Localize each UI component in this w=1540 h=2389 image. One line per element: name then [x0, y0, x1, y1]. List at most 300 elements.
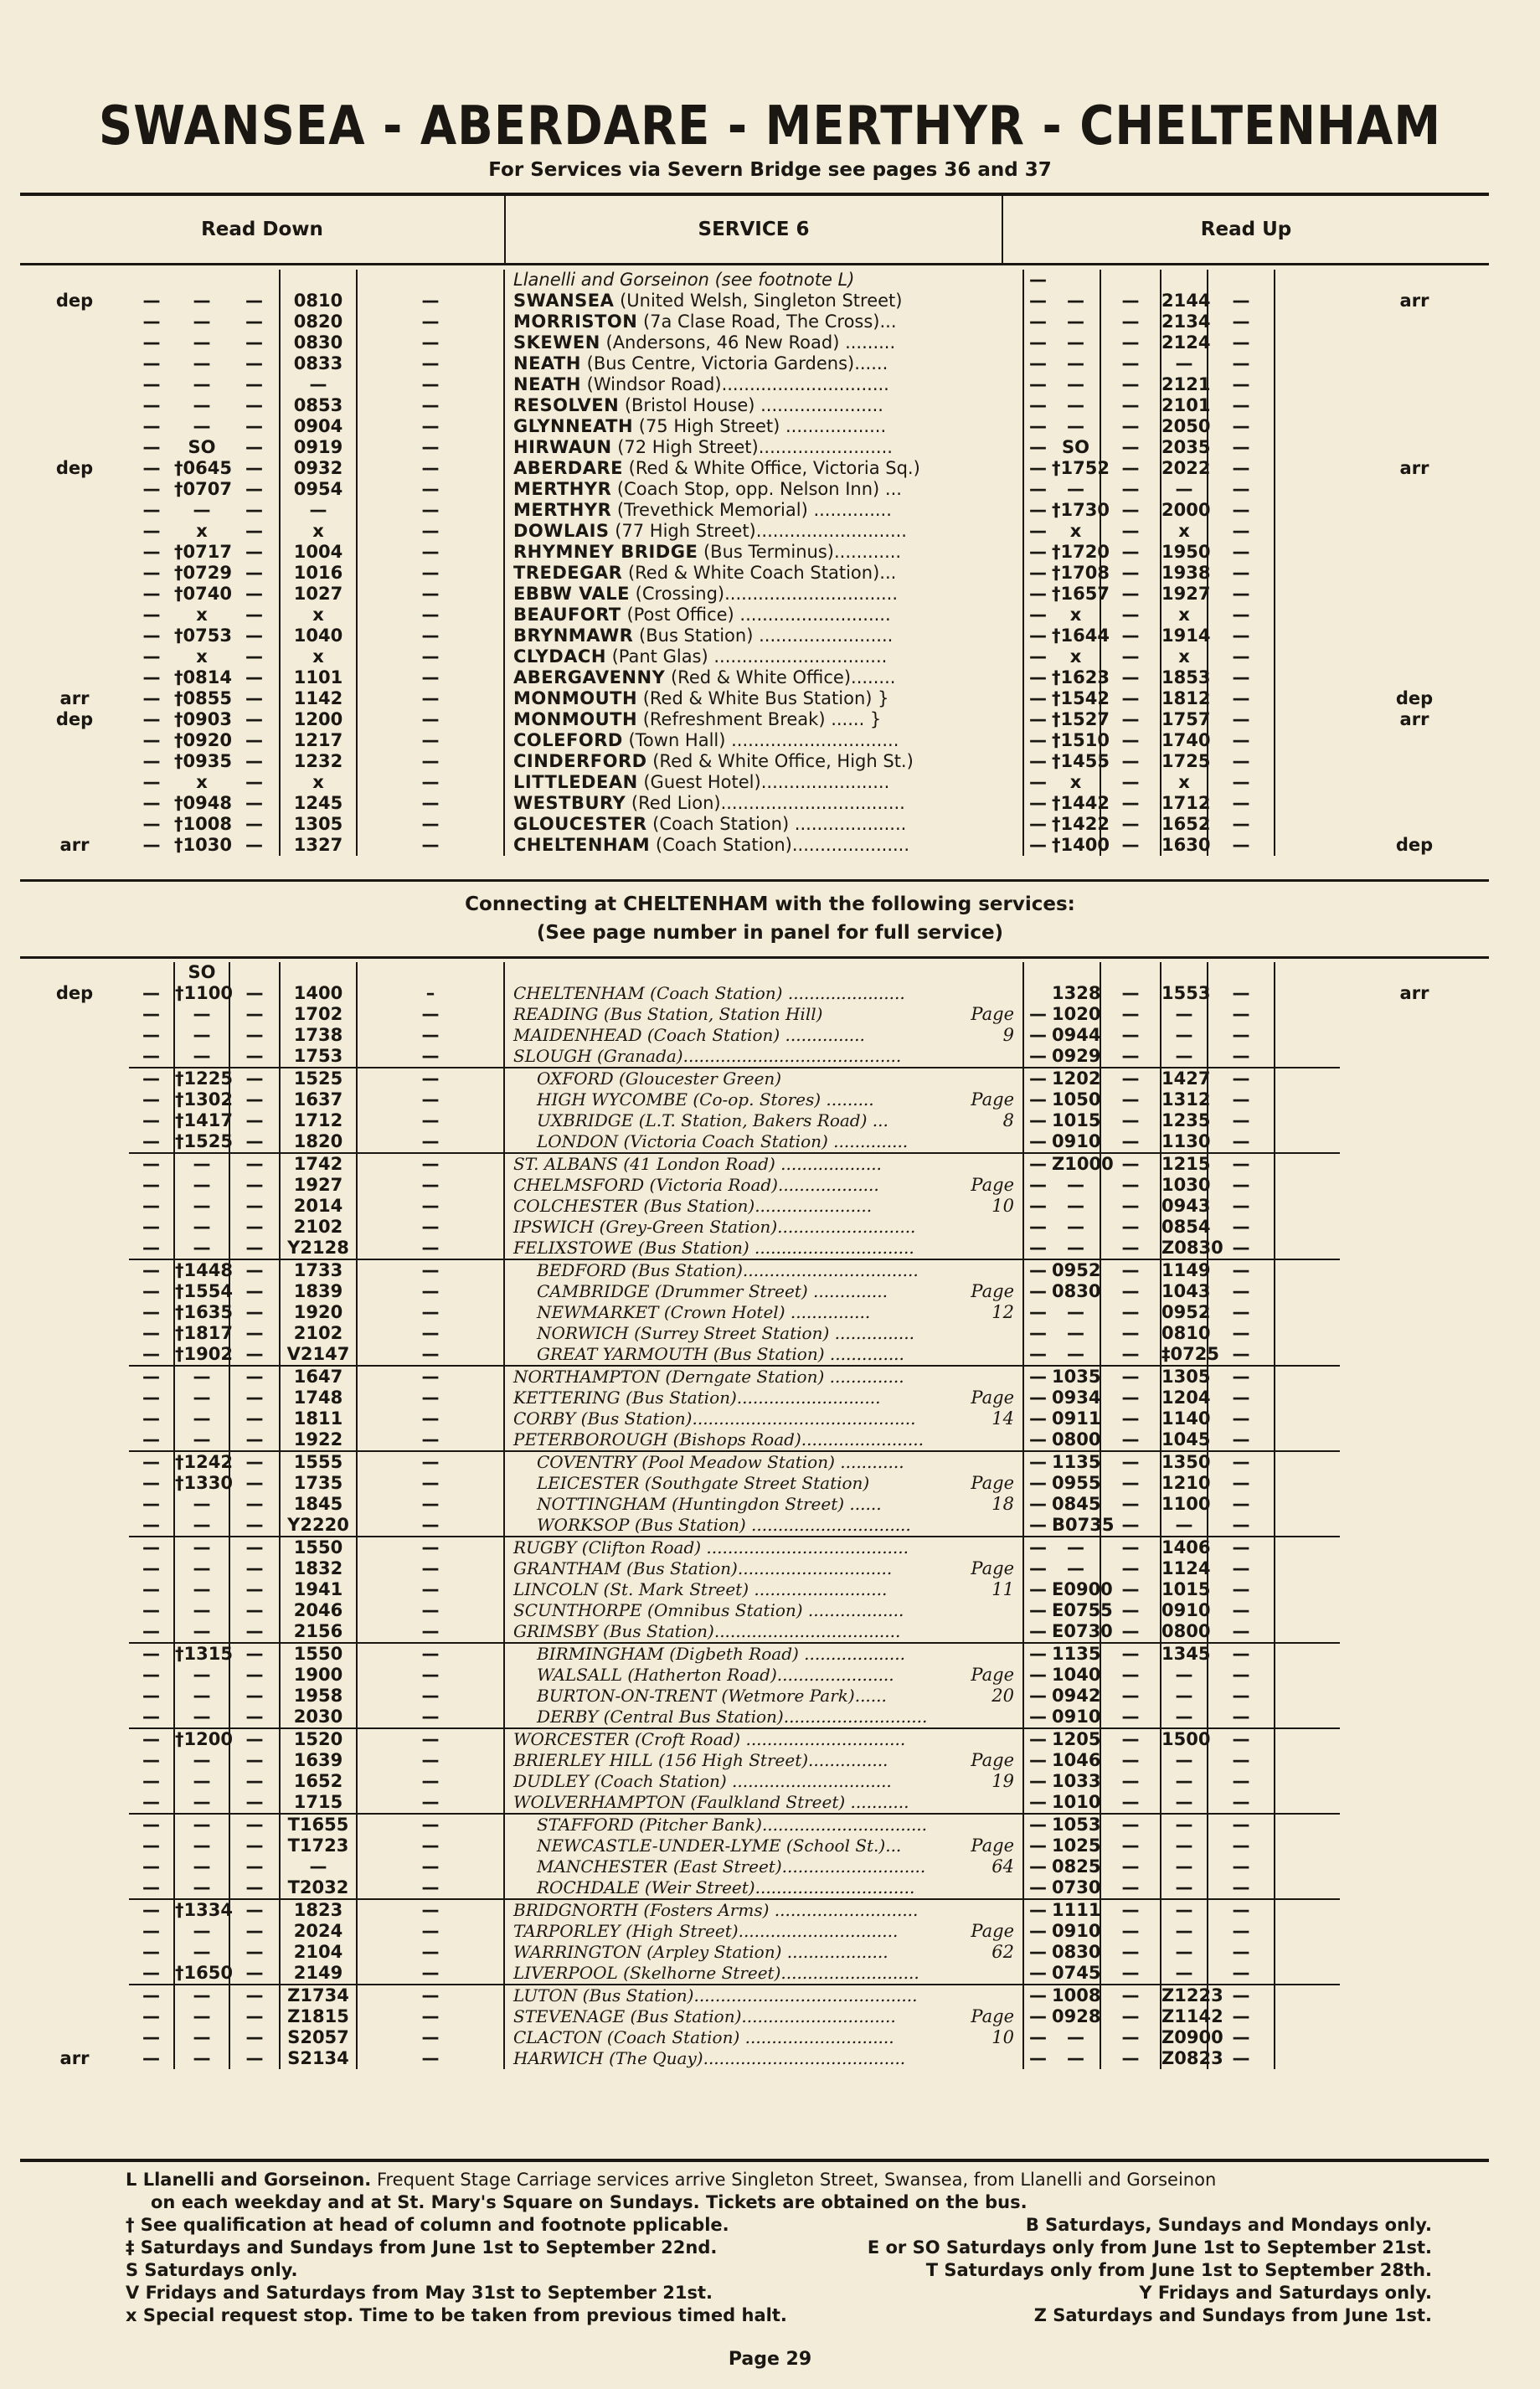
time-cell: [1275, 437, 1340, 458]
time-cell: —: [1100, 1153, 1161, 1175]
stop-town: DOWLAIS: [513, 521, 610, 541]
dep-arr-label: [20, 1707, 129, 1728]
dep-arr-label: [20, 1750, 129, 1771]
time-cell: —: [245, 667, 263, 687]
time-cell: 1748: [280, 1388, 357, 1408]
time-cell: †0645: [174, 458, 232, 478]
time-cell: [1275, 793, 1340, 814]
time-cell: —: [142, 1004, 160, 1024]
time-cell: —: [1208, 2048, 1275, 2069]
time-cell: —: [142, 1323, 160, 1343]
time-cell: —: [1161, 353, 1208, 374]
time-cell: 1345: [1161, 1644, 1211, 1664]
footnote-T: T Saturdays only from June 1st to September 28th.: [925, 2260, 1432, 2280]
time-cell: —: [357, 1259, 504, 1281]
time-cell: —: [142, 605, 161, 625]
time-cell: [1052, 270, 1100, 291]
time-cell: —: [174, 1217, 229, 1238]
time-cell: —: [1100, 1750, 1161, 1771]
page-reference: [931, 1537, 1023, 1558]
time-cell: 1245: [280, 793, 357, 814]
time-cell: —: [1208, 1259, 1275, 1281]
time-cell: —: [1023, 1344, 1052, 1366]
time-cell: —: [174, 1004, 229, 1025]
time-cell: —: [142, 291, 161, 311]
dep-arr-label: [20, 1323, 129, 1344]
time-cell: —: [174, 1558, 229, 1579]
time-cell: —: [245, 311, 263, 332]
time-cell: Z1815: [280, 2006, 357, 2027]
stop-name: [504, 563, 1023, 584]
time-cell: 0928: [1052, 2006, 1101, 2026]
time-cell: —: [245, 521, 263, 541]
time-cell: 1652: [280, 1771, 357, 1792]
time-cell: [1052, 962, 1100, 983]
time-cell: †1030: [174, 835, 232, 855]
table-row: [20, 1686, 1489, 1707]
table-row: [20, 1728, 1489, 1750]
time-cell: [1275, 1046, 1340, 1068]
time-cell: —: [1208, 835, 1275, 856]
time-cell: [1275, 1110, 1340, 1131]
dep-arr-label: [20, 332, 129, 353]
page-reference: [931, 1643, 1023, 1665]
time-cell: —: [1100, 1621, 1161, 1643]
time-cell: T2032: [280, 1877, 357, 1899]
page-reference: Page: [971, 1089, 1014, 1110]
stop-town: MONMOUTH: [513, 688, 638, 708]
time-cell: [1275, 1259, 1340, 1281]
stop-town: RHYMNEY BRIDGE: [513, 542, 698, 562]
page-reference: [931, 1068, 1023, 1089]
time-cell: —: [142, 646, 161, 667]
time-cell: —: [1208, 1750, 1275, 1771]
time-cell: —: [1067, 1238, 1084, 1258]
time-cell: —: [1100, 332, 1161, 353]
stop-location: (Coach Station).....................: [650, 835, 910, 855]
footnote-E-SO: E or SO Saturdays only from June 1st to September 21st.: [867, 2237, 1432, 2258]
dep-arr-label: [20, 1451, 129, 1473]
time-cell: —: [193, 353, 211, 373]
time-cell: 2134: [1161, 311, 1211, 332]
time-cell: —: [1100, 479, 1161, 500]
time-cell: —: [229, 1579, 280, 1600]
dep-arr-label: [20, 1899, 129, 1921]
time-cell: †1302: [175, 1089, 233, 1110]
time-cell: —: [142, 332, 161, 353]
time-cell: 0830: [1052, 1942, 1101, 1962]
time-cell: †1455: [1052, 751, 1110, 771]
time-cell: †1330: [175, 1473, 233, 1493]
time-cell: —: [174, 1238, 229, 1259]
dep-arr-label: [20, 793, 129, 814]
dep-arr-label: [1340, 1836, 1489, 1856]
time-cell: —: [174, 1836, 229, 1856]
time-cell: 1958: [280, 1686, 357, 1707]
time-cell: —: [357, 1238, 504, 1259]
dep-arr-label: [20, 311, 129, 332]
dep-arr-label: [1340, 1217, 1489, 1238]
time-cell: —: [1208, 332, 1275, 353]
time-cell: 1135: [1052, 1644, 1101, 1664]
dep-arr-label: [20, 2027, 129, 2048]
time-cell: —: [229, 2048, 280, 2069]
time-cell: —: [1208, 1366, 1275, 1388]
table-row: [20, 437, 1489, 458]
time-cell: —: [1023, 1259, 1052, 1281]
time-cell: —: [174, 1621, 229, 1643]
time-cell: —: [142, 1281, 160, 1301]
time-cell: —: [357, 353, 504, 374]
dep-arr-label: [20, 1921, 129, 1942]
time-cell: —: [1100, 1068, 1161, 1089]
main-bottom-rule: [20, 879, 1489, 882]
time-cell: —: [1067, 1196, 1084, 1216]
dep-arr-label: [20, 1558, 129, 1579]
time-cell: —: [174, 1792, 229, 1814]
time-cell: 1738: [280, 1025, 357, 1046]
time-cell: Z1223: [1161, 1985, 1223, 2005]
time-cell: [1100, 270, 1161, 291]
time-cell: †0814: [174, 667, 232, 687]
dep-arr-label: [1340, 521, 1489, 542]
stop-name: CHELTENHAM (Coach Station) ......................: [504, 983, 931, 1004]
time-cell: —: [357, 1686, 504, 1707]
dep-arr-label: [1340, 1707, 1489, 1728]
time-cell: x: [280, 646, 357, 667]
page-reference: [931, 1217, 1023, 1238]
page-reference: 64: [991, 1856, 1014, 1877]
time-cell: —: [357, 1621, 504, 1643]
time-cell: —: [357, 1281, 504, 1302]
time-cell: 1046: [1052, 1750, 1101, 1770]
time-cell: —: [1208, 1558, 1275, 1579]
time-cell: —: [1023, 1451, 1052, 1473]
time-cell: —: [1023, 1046, 1052, 1068]
time-cell: —: [142, 1665, 160, 1685]
stop-name: WOLVERHAMPTON (Faulkland Street) ...........: [504, 1792, 931, 1814]
table-row: [20, 458, 1489, 479]
dep-arr-label: [20, 1942, 129, 1963]
time-cell: —: [229, 1728, 280, 1750]
stop-town: WESTBURY: [513, 793, 626, 813]
time-cell: 1124: [1161, 1558, 1211, 1578]
time-cell: —: [280, 1856, 357, 1877]
dep-arr-label: [1340, 1750, 1489, 1771]
time-cell: [1275, 1537, 1340, 1558]
time-cell: 1712: [280, 1110, 357, 1131]
time-cell: 1202: [1052, 1068, 1101, 1089]
time-cell: —: [142, 479, 161, 499]
time-cell: 1040: [280, 626, 357, 646]
time-cell: —: [245, 814, 263, 834]
time-cell: x: [196, 772, 208, 792]
time-cell: —: [1023, 835, 1052, 856]
time-cell: —: [142, 1110, 160, 1130]
time-cell: —: [193, 332, 211, 353]
time-cell: 1922: [280, 1429, 357, 1451]
time-cell: 2101: [1161, 395, 1211, 415]
dep-arr-label: [1340, 962, 1489, 983]
time-cell: —: [174, 2027, 229, 2048]
time-cell: —: [1023, 1643, 1052, 1665]
table-row: [20, 2027, 1489, 2048]
time-cell: —: [1100, 814, 1161, 835]
stop-name: STEVENAGE (Bus Station).............................: [504, 2006, 931, 2027]
time-cell: —: [1067, 416, 1084, 436]
time-cell: —: [357, 1836, 504, 1856]
stop-location: (Refreshment Break) ...... }: [637, 709, 882, 729]
time-cell: —: [357, 709, 504, 730]
time-cell: —: [1208, 1771, 1275, 1792]
page-reference: [931, 1728, 1023, 1750]
time-cell: †1623: [1052, 667, 1110, 687]
time-cell: —: [142, 2027, 160, 2047]
time-cell: —: [193, 500, 211, 520]
dep-arr-label: [20, 1515, 129, 1537]
page-reference: 11: [991, 1579, 1014, 1599]
time-cell: —: [245, 835, 263, 855]
time-cell: —: [229, 1388, 280, 1408]
time-cell: 0944: [1052, 1025, 1101, 1045]
time-cell: —: [1208, 1175, 1275, 1196]
dep-arr-label: [1340, 1110, 1489, 1131]
stop-name: NORWICH (Surrey Street Station) ...............: [504, 1323, 931, 1344]
time-cell: [357, 270, 504, 291]
time-cell: —: [1023, 1515, 1052, 1537]
dep-arr-label: [1340, 646, 1489, 667]
time-cell: —: [1067, 353, 1084, 373]
time-cell: †0740: [174, 584, 232, 604]
time-cell: —: [1100, 646, 1161, 667]
time-cell: [1275, 479, 1340, 500]
time-cell: [1275, 1302, 1340, 1323]
time-cell: Z1000: [1052, 1154, 1114, 1174]
stop-name: [504, 814, 1023, 835]
stop-town: TREDEGAR: [513, 563, 623, 583]
time-cell: —: [174, 1921, 229, 1942]
time-cell: —: [1023, 1025, 1052, 1046]
time-cell: —: [142, 1963, 160, 1983]
dep-arr-label: [1340, 1792, 1489, 1814]
time-cell: —: [229, 1451, 280, 1473]
time-cell: —: [1161, 1836, 1208, 1856]
time-cell: —: [1208, 1985, 1275, 2006]
time-cell: —: [1023, 793, 1052, 814]
table-row: [20, 1771, 1489, 1792]
time-cell: —: [1100, 1963, 1161, 1985]
time-cell: SO: [1062, 437, 1089, 457]
stop-name: [504, 395, 1023, 416]
page-reference: [931, 1153, 1023, 1175]
time-cell: —: [1208, 291, 1275, 311]
dep-arr-label: [20, 1429, 129, 1451]
time-cell: 1015: [1052, 1110, 1101, 1130]
time-cell: —: [1208, 1856, 1275, 1877]
time-cell: —: [357, 835, 504, 856]
time-cell: —: [1161, 1877, 1208, 1899]
time-cell: †1315: [175, 1644, 233, 1664]
dep-arr-label: [20, 751, 129, 772]
table-row: [20, 772, 1489, 793]
time-cell: —: [1023, 646, 1052, 667]
time-cell: —: [1023, 1196, 1052, 1217]
dep-arr-label: [1340, 1985, 1489, 2006]
time-cell: —: [1208, 311, 1275, 332]
time-cell: —: [357, 1408, 504, 1429]
page-reference: [931, 1429, 1023, 1451]
dep-arr-label: [20, 374, 129, 395]
time-cell: —: [1208, 416, 1275, 437]
time-cell: —: [1023, 1921, 1052, 1942]
time-cell: —: [142, 500, 161, 520]
time-cell: —: [1100, 2006, 1161, 2027]
time-cell: [1275, 2027, 1340, 2048]
time-cell: 1033: [1052, 1771, 1101, 1791]
table-row: [20, 1985, 1489, 2006]
page-reference: [931, 1344, 1023, 1366]
time-cell: —: [357, 1025, 504, 1046]
time-cell: —: [1067, 1323, 1084, 1343]
table-row: [20, 1089, 1489, 1110]
time-cell: —: [1100, 1131, 1161, 1153]
time-cell: [1275, 1473, 1340, 1494]
time-cell: —: [229, 1089, 280, 1110]
time-cell: —: [174, 1153, 229, 1175]
time-cell: —: [1023, 1175, 1052, 1196]
stop-name: BRIERLEY HILL (156 High Street)...............: [504, 1750, 931, 1771]
dep-arr-label: [20, 1665, 129, 1686]
time-cell: —: [1100, 1942, 1161, 1963]
time-cell: —: [357, 542, 504, 563]
time-cell: —: [357, 1068, 504, 1089]
time-cell: 1832: [280, 1558, 357, 1579]
stop-name: [504, 605, 1023, 626]
table-row: [20, 1153, 1489, 1175]
stop-name: WORKSOP (Bus Station) ..............................: [504, 1515, 931, 1537]
dep-arr-label: [20, 1408, 129, 1429]
page-subtitle: For Services via Severn Bridge see pages 36 and 37: [488, 159, 1052, 181]
dep-arr-label: [1340, 437, 1489, 458]
time-cell: —: [1208, 1302, 1275, 1323]
table-row: [20, 1196, 1489, 1217]
stop-name: [504, 584, 1023, 605]
time-cell: 0952: [1052, 1260, 1101, 1280]
time-cell: —: [1100, 1259, 1161, 1281]
time-cell: [1275, 1366, 1340, 1388]
time-cell: 0911: [1052, 1408, 1101, 1429]
time-cell: —: [142, 1302, 160, 1322]
time-cell: —: [1208, 646, 1275, 667]
stop-location: (Coach Stop, opp. Nelson Inn) ...: [611, 479, 902, 499]
time-cell: [1275, 521, 1340, 542]
time-cell: —: [1100, 1473, 1161, 1494]
time-cell: —: [142, 835, 161, 855]
time-cell: 1043: [1161, 1281, 1211, 1301]
stop-location: (Red & White Office, High St.): [646, 751, 914, 771]
time-cell: —: [142, 2048, 160, 2068]
page-reference: [931, 2048, 1023, 2069]
time-cell: —: [229, 1665, 280, 1686]
time-cell: —: [229, 1238, 280, 1259]
time-cell: 1027: [280, 584, 357, 605]
stop-name: [504, 667, 1023, 688]
time-cell: —: [193, 395, 211, 415]
time-cell: —: [129, 1985, 174, 2006]
time-cell: —: [229, 1110, 280, 1131]
dep-arr-label: [1340, 751, 1489, 772]
table-row: [20, 395, 1489, 416]
time-cell: —: [245, 793, 263, 813]
dep-arr-label: [1340, 1771, 1489, 1792]
time-cell: —: [357, 814, 504, 835]
time-cell: —: [1208, 709, 1275, 730]
time-cell: —: [357, 437, 504, 458]
dep-arr-label: [20, 626, 129, 646]
table-row: [20, 983, 1489, 1004]
time-cell: 1015: [1161, 1579, 1211, 1599]
time-cell: —: [1023, 437, 1052, 458]
time-cell: —: [1067, 2048, 1084, 2068]
time-cell: [1275, 772, 1340, 793]
time-cell: 1350: [1161, 1452, 1211, 1472]
time-cell: 0954: [280, 479, 357, 500]
time-cell: 2022: [1161, 458, 1211, 478]
time-cell: —: [1161, 1942, 1208, 1963]
time-cell: —: [1208, 1388, 1275, 1408]
time-cell: Z0830: [1161, 1238, 1223, 1258]
time-cell: —: [142, 1025, 160, 1045]
time-cell: —: [142, 1621, 160, 1641]
time-cell: 2014: [280, 1196, 357, 1217]
footnote-L: L Llanelli and Gorseinon. Frequent Stage Carriage services arrive Singleton Street, Swansea, from Llanelli and Gorseinon: [126, 2170, 1217, 2190]
footnote-L-cont: on each weekday and at St. Mary's Square on Sundays. Tickets are obtained on the bus.: [151, 2192, 1028, 2212]
time-cell: —: [357, 1921, 504, 1942]
time-cell: 1312: [1161, 1089, 1211, 1110]
dep-arr-label: [1340, 353, 1489, 374]
time-cell: 1100: [1161, 1494, 1211, 1514]
dep-arr-label: [1340, 1131, 1489, 1153]
stop-name: NORTHAMPTON (Derngate Station) ..............: [504, 1366, 931, 1388]
dep-arr-label: [1340, 1600, 1489, 1621]
stop-name: FELIXSTOWE (Bus Station) ..............................: [504, 1238, 931, 1259]
time-cell: —: [1208, 1643, 1275, 1665]
time-cell: —: [245, 416, 263, 436]
time-cell: 1050: [1052, 1089, 1101, 1110]
time-cell: —: [245, 563, 263, 583]
time-cell: —: [229, 1921, 280, 1942]
time-cell: —: [1023, 2027, 1052, 2048]
time-cell: —: [1208, 1196, 1275, 1217]
stop-name: TARPORLEY (High Street)..............................: [504, 1921, 931, 1942]
page-reference: [931, 1323, 1023, 1344]
time-cell: 1010: [1052, 1792, 1101, 1812]
time-cell: —: [1100, 416, 1161, 437]
stop-name: [504, 835, 1023, 856]
dep-arr-label: [1340, 1089, 1489, 1110]
time-cell: —: [245, 395, 263, 415]
header-bottom-rule: [20, 263, 1489, 265]
dep-arr-label: [1340, 1175, 1489, 1196]
time-cell: —: [1100, 1196, 1161, 1217]
time-cell: x: [280, 521, 357, 542]
time-cell: —: [129, 1366, 174, 1388]
column-header-row: [20, 194, 1489, 265]
time-cell: †0729: [174, 563, 232, 583]
time-cell: 2144: [1161, 291, 1211, 311]
time-cell: —: [1023, 751, 1052, 772]
stop-name: STAFFORD (Pitcher Bank)...............................: [504, 1814, 931, 1836]
